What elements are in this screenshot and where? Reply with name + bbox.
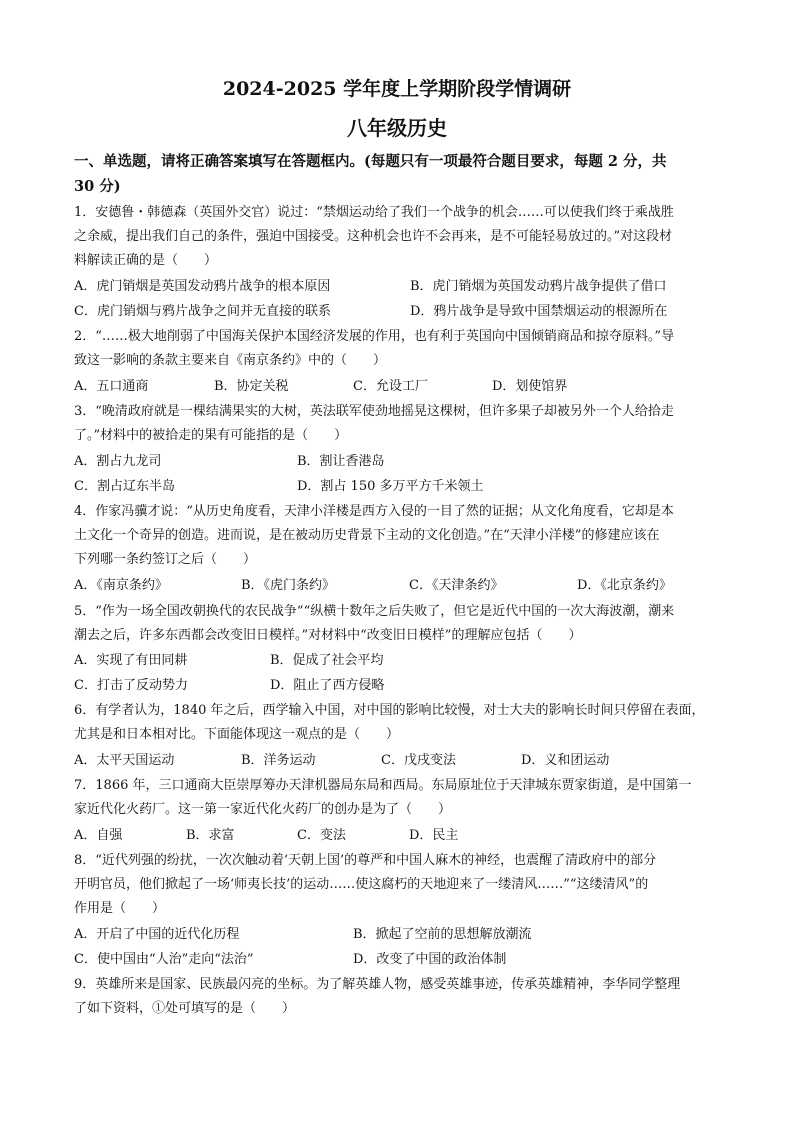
question-7-option-a: A．自强 [74,828,123,843]
question-1-option-a: A．虎门销烟是英国发动鸦片战争的根本原因 [74,279,331,294]
question-7-stem-line1: 7．1866 年，三口通商大臣崇厚筹办天津机器局东局和西局。东局原址位于天津城东贾家街道，是中国第一 [74,778,692,793]
question-8-option-b: B．掀起了空前的思想解放潮流 [353,927,532,942]
section-heading-line1: 一、单选题，请将正确答案填写在答题框内。(每题只有一项最符合题目要求，每题 2 分，共 [74,153,667,170]
exam-subtitle: 八年级历史 [347,116,447,140]
question-6-option-a: A．太平天国运动 [74,753,175,768]
question-2-option-b: B．协定关税 [214,379,289,394]
question-2-option-c: C．允设工厂 [353,379,428,394]
question-2-option-d: D．划使馆界 [492,379,568,394]
question-1-option-d: D．鸦片战争是导致中国禁烟运动的根源所在 [410,304,668,319]
question-6-option-d: D．义和团运动 [521,753,610,768]
question-4-option-d: D．《北京条约》 [577,578,672,593]
question-2-option-a: A．五口通商 [74,379,149,394]
question-7-option-d: D．民主 [409,828,459,843]
question-3-option-d: D．割占 150 多万平方千米领土 [297,479,484,494]
question-1-option-c: C．虎门销烟与鸦片战争之间并无直接的联系 [74,304,331,319]
question-4-stem-line2: 土文化一个奇异的创造。进而说，是在被动历史背景下主动的文化创造。”在“天津小洋楼”的修建应该在 [74,528,660,543]
question-5-option-c: C．打击了反动势力 [74,678,188,693]
question-6-option-c: C．戊戌变法 [381,753,456,768]
question-4-option-b: B．《虎门条约》 [241,578,336,593]
exam-title: 2024-2025 学年度上学期阶段学情调研 [222,78,572,100]
question-4-stem-line1: 4．作家冯骥才说：“从历史角度看，天津小洋楼是西方入侵的一目了然的证据；从文化角度看，它却是本 [74,504,674,519]
question-1-stem-line1: 1．安德鲁・韩德森（英国外交官）说过：“禁烟运动给了我们一个战争的机会……可以使我们终于乘战胜 [74,205,674,220]
question-3-option-a: A．割占九龙司 [74,454,162,469]
question-9-stem-line2: 了如下资料，①处可填写的是（ ） [74,1001,296,1016]
question-1-stem-line3: 料解读正确的是（ ） [74,253,218,268]
question-4-stem-line3: 下列哪一条约签订之后（ ） [74,552,257,567]
question-5-option-d: D．阻止了西方侵略 [270,678,385,693]
question-8-stem-line3: 作用是（ ） [74,901,166,916]
question-6-option-b: B．洋务运动 [241,753,316,768]
question-7-option-c: C．变法 [297,828,346,843]
question-2-stem-line1: 2．“……极大地削弱了中国海关保护本国经济发展的作用，也有利于英国向中国倾销商品和掠夺原料。”导 [74,329,675,344]
question-5-option-a: A．实现了有田同耕 [74,653,188,668]
question-4-option-a: A．《南京条约》 [74,578,168,593]
question-6-stem-line1: 6．有学者认为，1840 年之后，西学输入中国，对中国的影响比较慢，对士大夫的影响长时间只停留在表面， [74,703,705,718]
question-1-option-b: B．虎门销烟为英国发动鸦片战争提供了借口 [410,279,667,294]
question-4-option-c: C．《天津条约》 [409,578,504,593]
question-2-stem-line2: 致这一影响的条款主要来自《南京条约》中的（ ） [74,353,387,368]
question-6-stem-line2: 尤其是和日本相对比。下面能体现这一观点的是（ ） [74,727,400,742]
question-3-option-b: B．割让香港岛 [297,454,385,469]
question-1-stem-line2: 之余威，提出我们自己的条件，强迫中国接受。这种机会也许不会再来，是不可能轻易放过的。”对这段材 [74,229,673,244]
question-7-stem-line2: 家近代化火药厂。这一第一家近代化火药厂的创办是为了（ ） [74,802,452,817]
question-8-option-d: D．改变了中国的政治体制 [353,952,507,967]
question-3-stem-line1: 3．“晚清政府就是一棵结满果实的大树，英法联军使劲地摇晃这棵树，但许多果子却被另外一个人给拾走 [74,404,674,419]
question-8-option-c: C．使中国由“人治”走向“法治” [74,952,254,967]
question-8-option-a: A．开启了中国的近代化历程 [74,927,240,942]
question-7-option-b: B．求富 [186,828,235,843]
question-5-stem-line2: 潮去之后，许多东西都会改变旧日模样。”对材料中“改变旧日模样”的理解应包括（ ） [74,628,582,643]
question-5-stem-line1: 5．“作为一场全国改朝换代的农民战争”“纵横十数年之后失败了，但它是近代中国的一次大海波潮，潮来 [74,604,675,619]
question-3-option-c: C．割占辽东半岛 [74,479,175,494]
question-3-stem-line2: 了。”材料中的被拾走的果有可能指的是（ ） [74,428,348,443]
question-5-option-b: B．促成了社会平均 [270,653,384,668]
question-9-stem-line1: 9．英雄所来是国家、民族最闪亮的坐标。为了解英雄人物，感受英雄事迹，传承英雄精神，李华同学整理 [74,977,681,992]
question-8-stem-line1: 8．“近代列强的纷扰，一次次触动着‘天朝上国’的尊严和中国人麻木的神经，也震醒了清政府中的部分 [74,853,657,868]
question-8-stem-line2: 开明官员，他们掀起了一场‘师夷长技’的运动……使这腐朽的天地迎来了一缕清风……”“这缕清风”的 [74,877,649,892]
section-heading-line2: 30 分) [74,178,121,195]
